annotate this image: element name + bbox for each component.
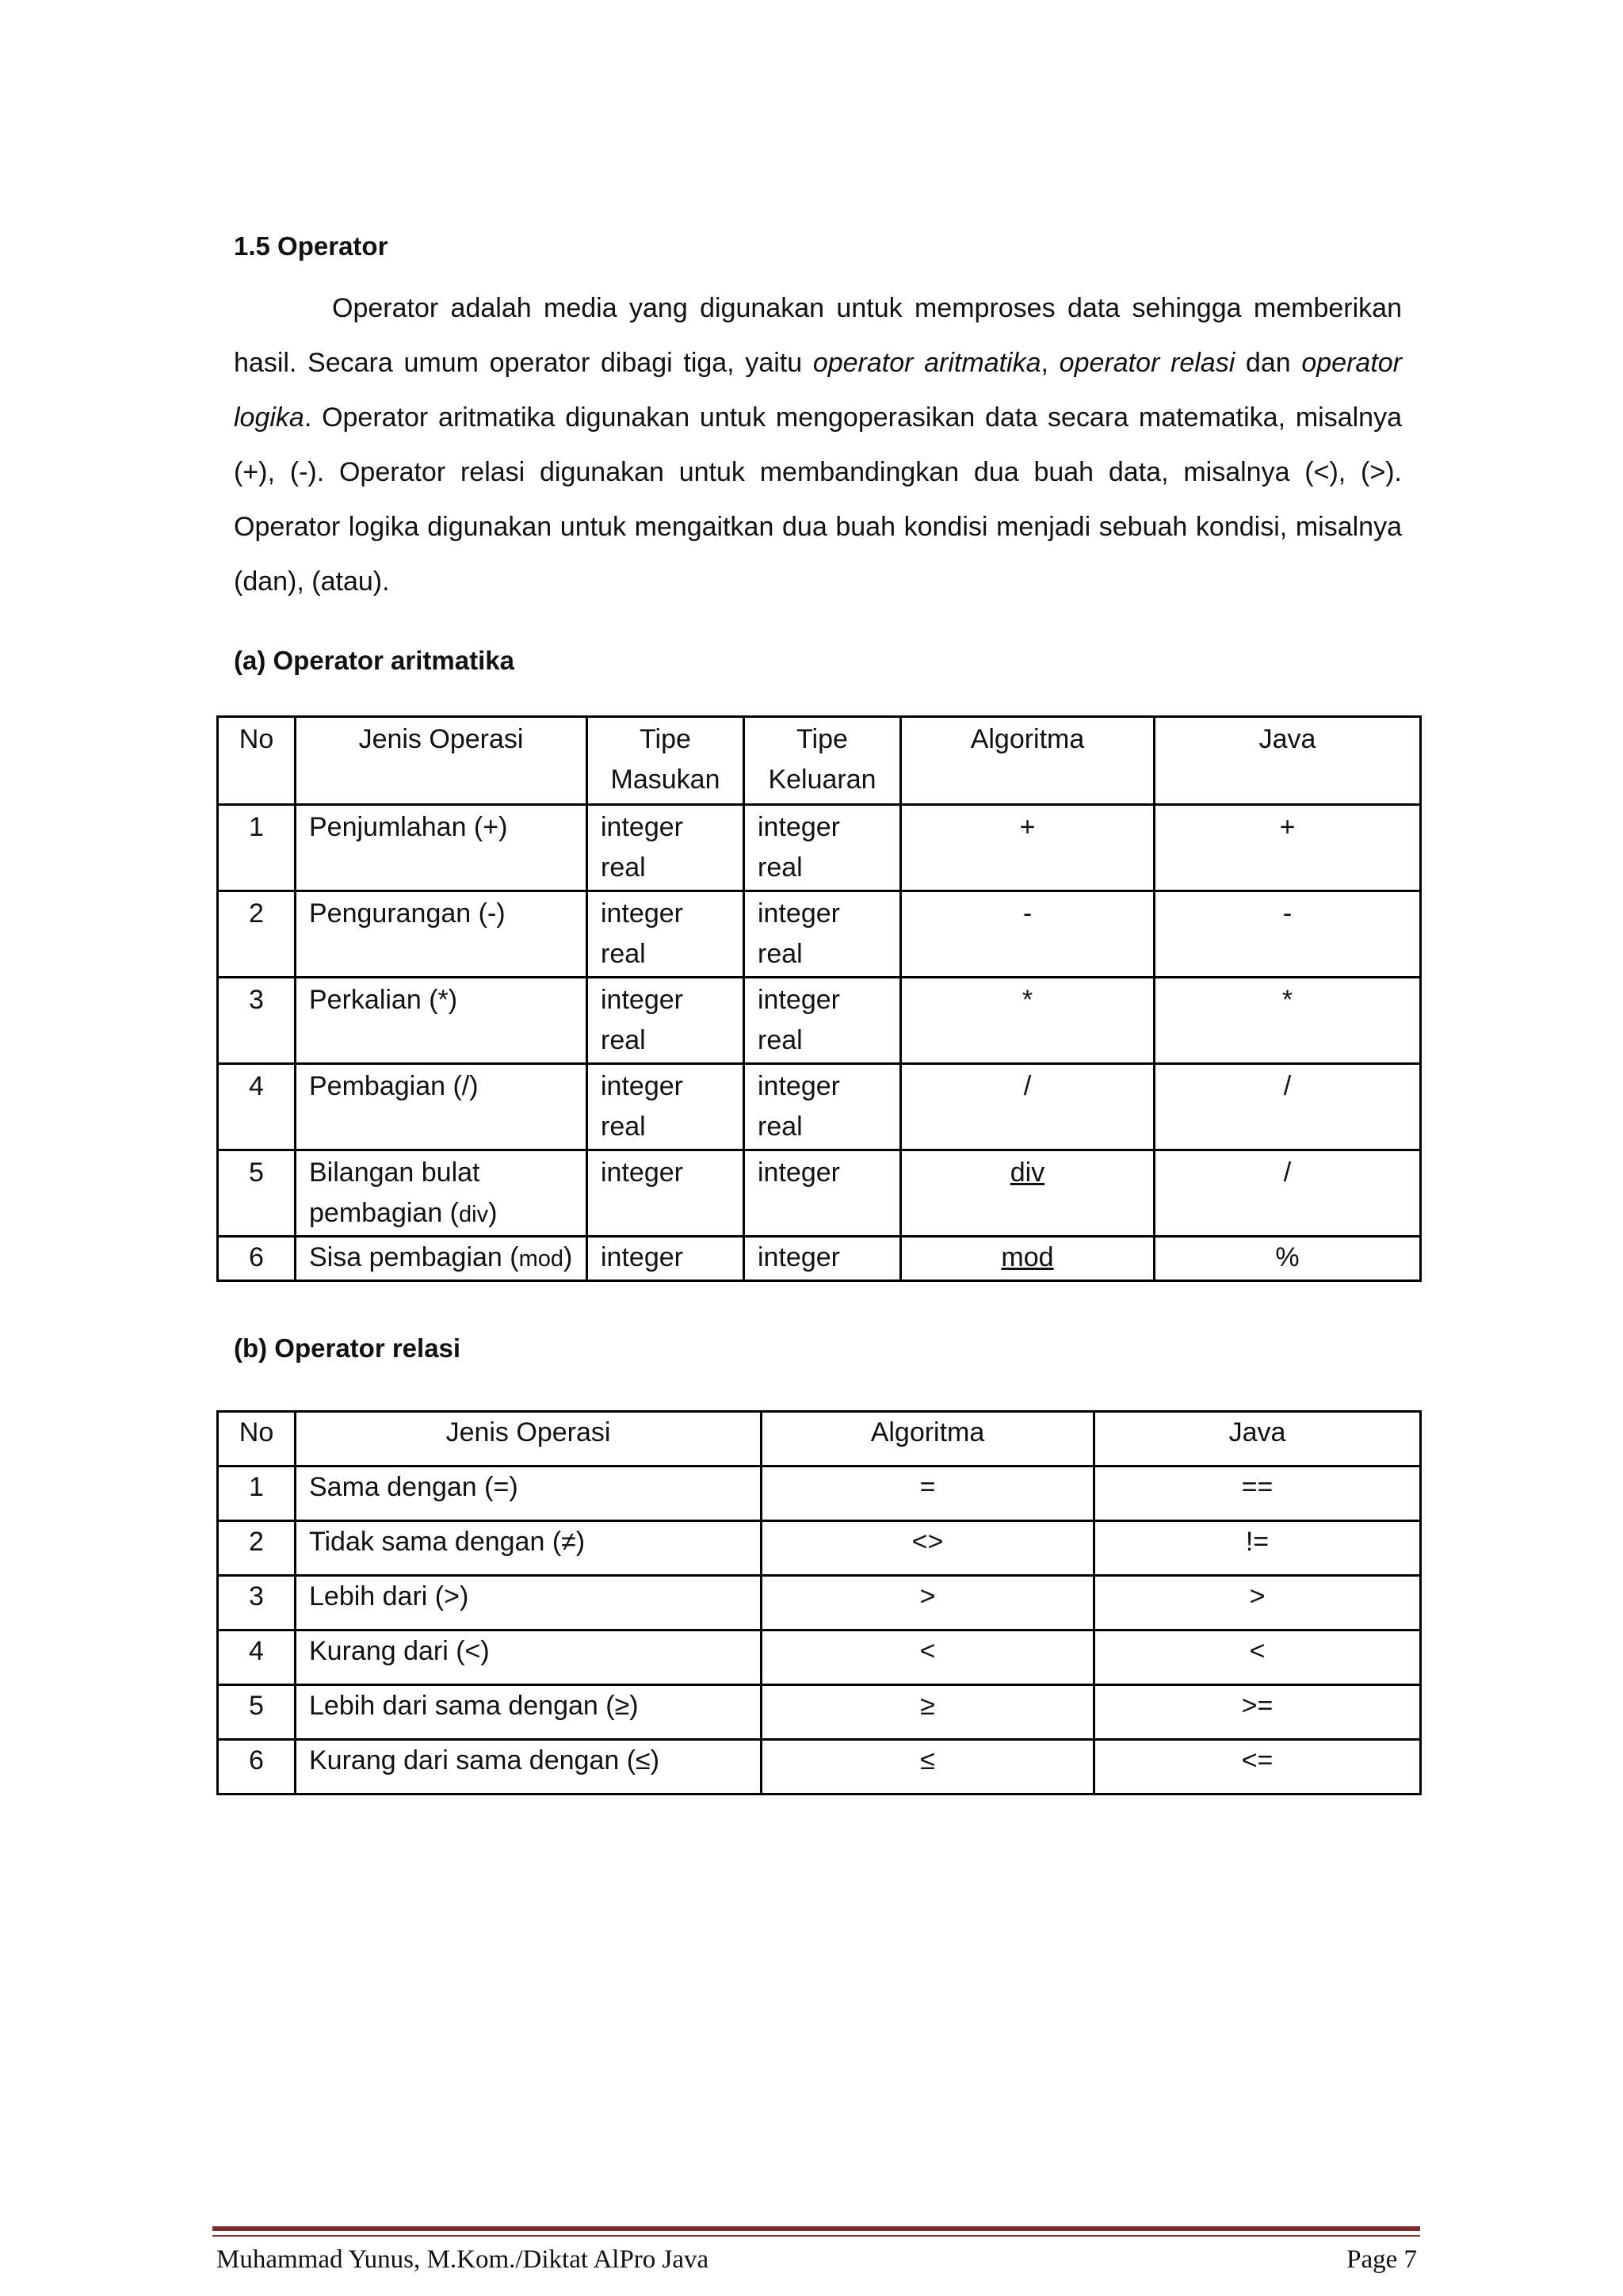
- cell-java: %: [1155, 1237, 1421, 1281]
- table-row: [218, 1064, 1421, 1150]
- cell-op: Kurang dari sama dengan (≤): [296, 1740, 762, 1794]
- header-tipe-keluaran: Tipe Keluaran: [744, 717, 901, 805]
- table-row: [218, 978, 1421, 1064]
- cell-op: Pengurangan (-): [296, 891, 587, 978]
- cell-java: +: [1155, 805, 1421, 891]
- cell-algo: <: [762, 1630, 1094, 1685]
- term-aritmatika: operator aritmatika: [812, 348, 1041, 378]
- cell-op: Sama dengan (=): [296, 1466, 762, 1521]
- cell-no: 2: [218, 891, 296, 978]
- cell-op: Perkalian (*): [296, 978, 587, 1064]
- section-title: 1.5 Operator: [234, 231, 388, 261]
- cell-algo: =: [762, 1466, 1094, 1521]
- cell-no: 4: [218, 1630, 296, 1685]
- table-row: [218, 1740, 1421, 1794]
- rel-title: (b) Operator relasi: [234, 1333, 461, 1363]
- header-java: Java: [1155, 717, 1421, 805]
- table-row: [218, 1237, 1421, 1281]
- cell-in: integer real: [587, 805, 744, 891]
- cell-algo: div: [901, 1150, 1155, 1237]
- table-row: [218, 1150, 1421, 1237]
- arith-header-row: [218, 717, 1421, 805]
- cell-in: integer: [587, 1237, 744, 1281]
- cell-java: ==: [1094, 1466, 1421, 1521]
- cell-op: Lebih dari sama dengan (≥): [296, 1685, 762, 1740]
- op-text-end: ): [488, 1198, 498, 1228]
- cell-no: 6: [218, 1237, 296, 1281]
- op-keyword: div: [459, 1202, 489, 1227]
- table-row: [218, 1521, 1421, 1576]
- paragraph-text-1: Operator adalah media yang digunakan untuk memproses data sehingga memberikan hasil. Secara umum operator dibagi tiga, yaitu: [234, 293, 1402, 378]
- cell-op: Lebih dari (>): [296, 1576, 762, 1630]
- cell-algo: ≤: [762, 1740, 1094, 1794]
- cell-no: 3: [218, 1576, 296, 1630]
- cell-java: <=: [1094, 1740, 1421, 1794]
- paragraph-text-2: ,: [1041, 348, 1060, 378]
- cell-java: >=: [1094, 1685, 1421, 1740]
- cell-out: integer real: [744, 978, 901, 1064]
- rel-table: [216, 1410, 1422, 1795]
- cell-no: 1: [218, 805, 296, 891]
- cell-algo: -: [901, 891, 1155, 978]
- cell-java: -: [1155, 891, 1421, 978]
- cell-algo: /: [901, 1064, 1155, 1150]
- cell-no: 4: [218, 1064, 296, 1150]
- cell-out: integer: [744, 1150, 901, 1237]
- table-row: [218, 805, 1421, 891]
- cell-algo: mod: [901, 1237, 1155, 1281]
- cell-out: integer real: [744, 805, 901, 891]
- cell-java: *: [1155, 978, 1421, 1064]
- intro-paragraph: [234, 281, 1402, 609]
- table-row: [218, 891, 1421, 978]
- cell-no: 5: [218, 1685, 296, 1740]
- cell-java: <: [1094, 1630, 1421, 1685]
- cell-java: /: [1155, 1064, 1421, 1150]
- cell-in: integer: [587, 1150, 744, 1237]
- header-java: Java: [1094, 1412, 1421, 1466]
- cell-in: integer real: [587, 978, 744, 1064]
- cell-no: 3: [218, 978, 296, 1064]
- cell-algo: <>: [762, 1521, 1094, 1576]
- cell-algo: +: [901, 805, 1155, 891]
- cell-java: /: [1155, 1150, 1421, 1237]
- cell-op: Tidak sama dengan (≠): [296, 1521, 762, 1576]
- op-keyword: mod: [518, 1246, 564, 1272]
- header-jenis-operasi: Jenis Operasi: [296, 1412, 762, 1466]
- cell-op: Pembagian (/): [296, 1064, 587, 1150]
- header-jenis-operasi: Jenis Operasi: [296, 717, 587, 805]
- cell-algo: *: [901, 978, 1155, 1064]
- header-algoritma: Algoritma: [901, 717, 1155, 805]
- op-text: Bilangan bulat pembagian (: [309, 1158, 480, 1228]
- footer-rule-thick: [212, 2226, 1420, 2231]
- term-logika: operator logika: [234, 348, 1402, 433]
- header-algoritma: Algoritma: [762, 1412, 1094, 1466]
- footer-rule-thin: [212, 2235, 1420, 2237]
- term-relasi: operator relasi: [1059, 348, 1235, 378]
- cell-out: integer real: [744, 891, 901, 978]
- cell-algo: ≥: [762, 1685, 1094, 1740]
- header-no: No: [218, 1412, 296, 1466]
- cell-out: integer: [744, 1237, 901, 1281]
- footer-author: Muhammad Yunus, M.Kom./Diktat AlPro Java: [216, 2245, 709, 2274]
- cell-no: 2: [218, 1521, 296, 1576]
- cell-op: Penjumlahan (+): [296, 805, 587, 891]
- paragraph-text-4: . Operator aritmatika digunakan untuk mengoperasikan data secara matematika, misalnya (+), (-). Operator relasi digunakan untuk membandingkan dua buah data, misalnya (<), (>). Operator logika digunakan untuk mengaitkan dua buah kondisi menjadi sebuah kondisi, misalnya (dan), (atau).: [234, 402, 1402, 597]
- cell-no: 6: [218, 1740, 296, 1794]
- header-no: No: [218, 717, 296, 805]
- arith-title: (a) Operator aritmatika: [234, 646, 514, 675]
- cell-algo: >: [762, 1576, 1094, 1630]
- cell-java: !=: [1094, 1521, 1421, 1576]
- table-row: [218, 1630, 1421, 1685]
- header-tipe-masukan: Tipe Masukan: [587, 717, 744, 805]
- table-row: [218, 1576, 1421, 1630]
- cell-out: integer real: [744, 1064, 901, 1150]
- cell-in: integer real: [587, 891, 744, 978]
- cell-op: [296, 1150, 587, 1237]
- table-row: [218, 1685, 1421, 1740]
- op-text: Sisa pembagian (: [309, 1242, 519, 1272]
- cell-in: integer real: [587, 1064, 744, 1150]
- cell-op: Kurang dari (<): [296, 1630, 762, 1685]
- cell-no: 5: [218, 1150, 296, 1237]
- cell-op: [296, 1237, 587, 1281]
- table-row: [218, 1466, 1421, 1521]
- rel-header-row: [218, 1412, 1421, 1466]
- cell-java: >: [1094, 1576, 1421, 1630]
- arith-table: [216, 715, 1422, 1282]
- op-text-end: ): [563, 1242, 573, 1272]
- cell-no: 1: [218, 1466, 296, 1521]
- footer-page-number: Page 7: [1346, 2245, 1417, 2274]
- paragraph-text-3: dan: [1235, 348, 1302, 378]
